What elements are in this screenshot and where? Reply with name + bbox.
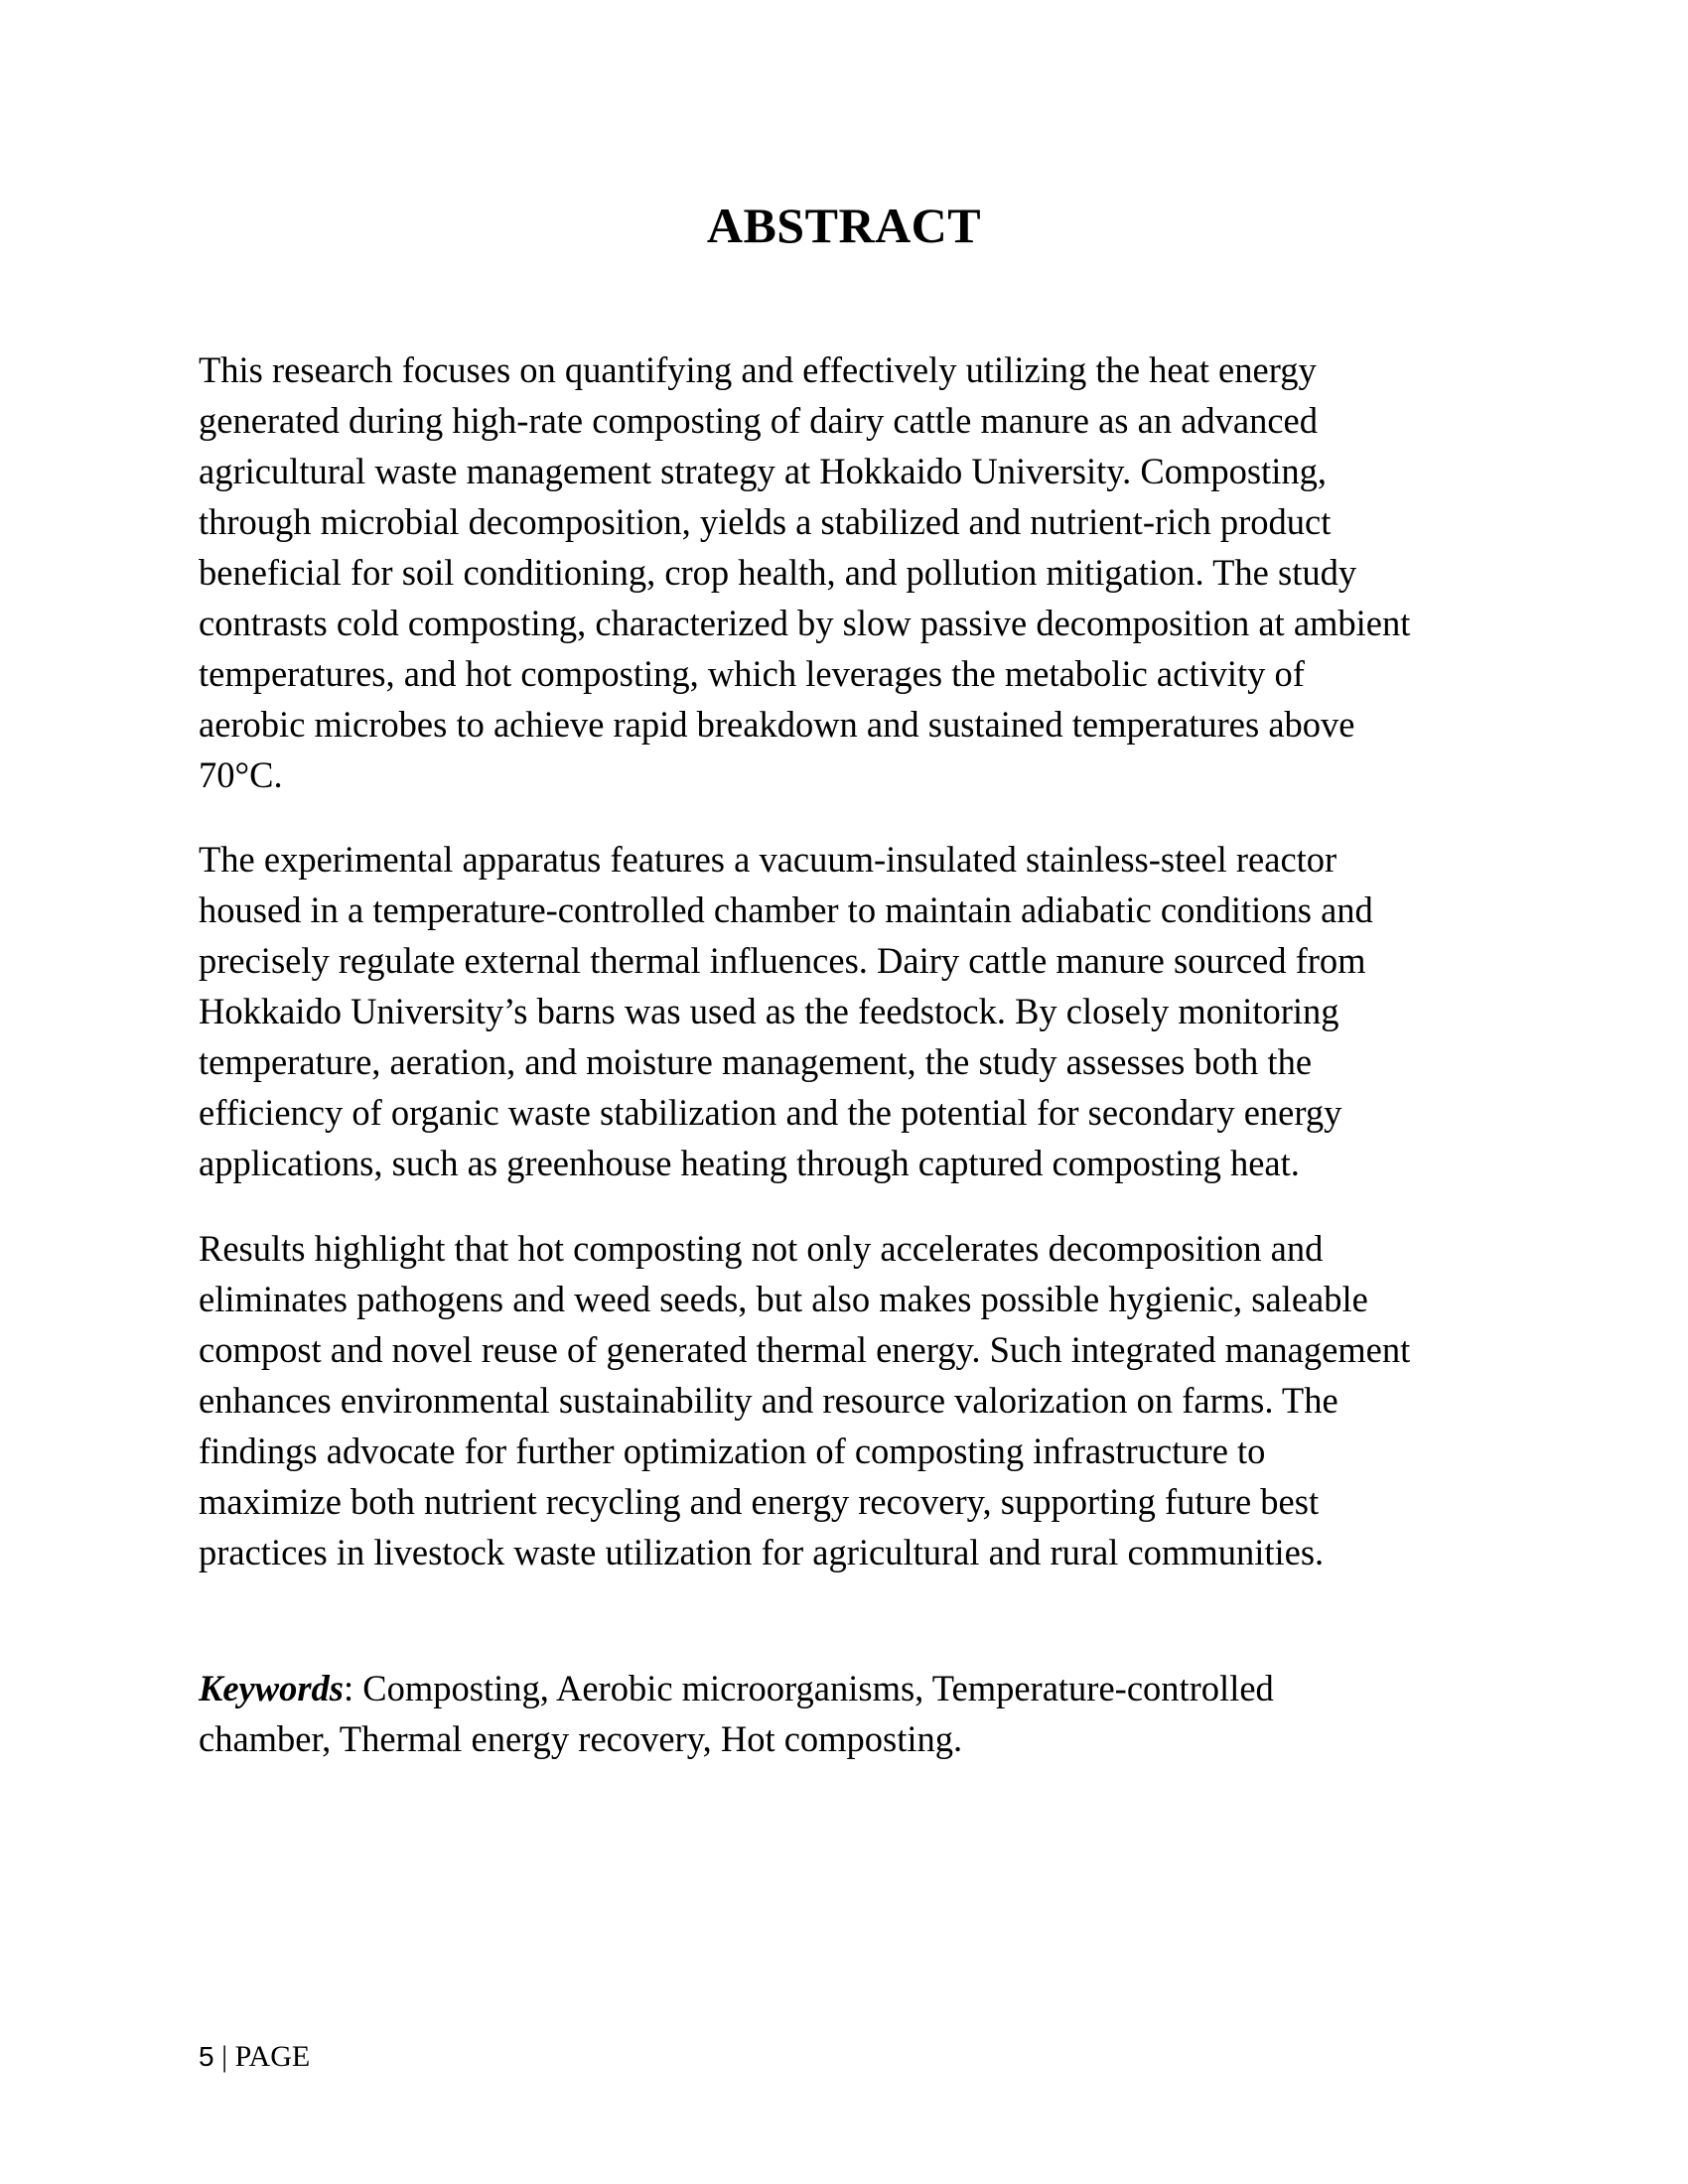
text-line: housed in a temperature-controlled chamber to maintain adiabatic conditions and — [199, 889, 1373, 930]
text-line: through microbial decomposition, yields a stabilized and nutrient-rich product — [199, 501, 1332, 542]
text-line: agricultural waste management strategy at Hokkaido University. Composting, — [199, 451, 1327, 491]
text-line: beneficial for soil conditioning, crop health, and pollution mitigation. The study — [199, 552, 1357, 593]
footer-separator: | — [213, 2040, 235, 2073]
text-line: aerobic microbes to achieve rapid breakdown and sustained temperatures above — [199, 704, 1355, 745]
keywords-line — [199, 1663, 1549, 1713]
keywords-line: chamber, Thermal energy recovery, Hot composting. — [199, 1718, 963, 1759]
text-line: enhances environmental sustainability and resource valorization on farms. The — [199, 1380, 1338, 1421]
text-line: maximize both nutrient recycling and energy recovery, supporting future best — [199, 1481, 1320, 1522]
abstract-paragraph-1 — [199, 344, 1549, 800]
text-line: Hokkaido University’s barns was used as the feedstock. By closely monitoring — [199, 991, 1339, 1031]
text-line: generated during high-rate composting of dairy cattle manure as an advanced — [199, 400, 1318, 441]
keywords-label: Keywords — [199, 1668, 344, 1708]
text-line: contrasts cold composting, characterized by slow passive decomposition at ambient — [199, 603, 1411, 643]
page-label: PAGE — [234, 2040, 311, 2073]
page-title: ABSTRACT — [706, 198, 982, 253]
abstract-paragraph-3 — [199, 1223, 1549, 1577]
keywords-list: : Composting, Aerobic microorganisms, Temperature-controlled — [344, 1668, 1274, 1708]
page-footer — [199, 2040, 310, 2074]
text-line: efficiency of organic waste stabilization and the potential for secondary energy — [199, 1092, 1342, 1133]
text-line: compost and novel reuse of generated thermal energy. Such integrated management — [199, 1329, 1411, 1370]
text-line: findings advocate for further optimization of composting infrastructure to — [199, 1431, 1266, 1471]
text-line: temperatures, and hot composting, which leverages the metabolic activity of — [199, 653, 1305, 694]
text-line: Results highlight that hot composting not only accelerates decomposition and — [199, 1228, 1324, 1269]
text-line: The experimental apparatus features a vacuum-insulated stainless-steel reactor — [199, 839, 1337, 880]
text-line: temperature, aeration, and moisture management, the study assesses both the — [199, 1041, 1313, 1082]
text-line: 70°C. — [199, 754, 283, 795]
text-line: This research focuses on quantifying and effectively utilizing the heat energy — [199, 349, 1317, 390]
abstract-paragraph-2 — [199, 834, 1549, 1188]
text-line: practices in livestock waste utilization for agricultural and rural communities. — [199, 1532, 1325, 1572]
text-line: applications, such as greenhouse heating through captured composting heat. — [199, 1143, 1300, 1183]
page-number: 5 — [199, 2041, 214, 2072]
text-line: precisely regulate external thermal influences. Dairy cattle manure sourced from — [199, 940, 1366, 981]
keywords — [199, 1663, 1549, 1764]
text-line: eliminates pathogens and weed seeds, but also makes possible hygienic, saleable — [199, 1279, 1368, 1319]
